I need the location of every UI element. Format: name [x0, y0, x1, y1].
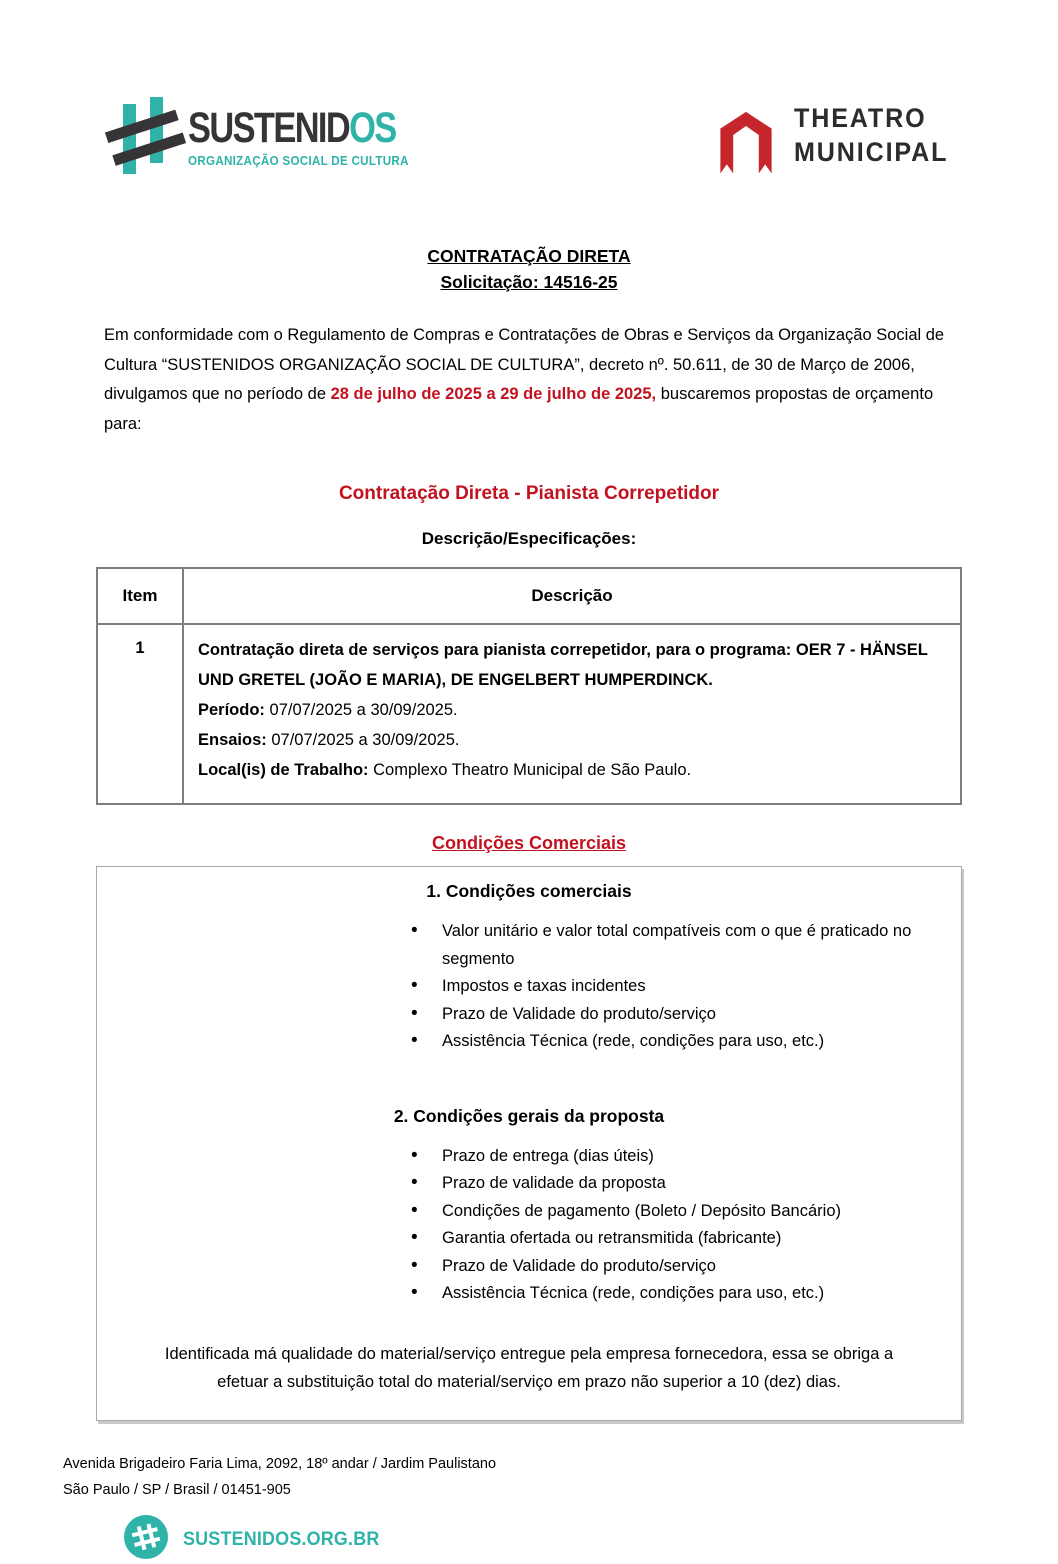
footer-logo — [124, 1515, 1058, 1564]
sustenidos-circle-hashtag-icon — [124, 1515, 168, 1564]
conditions-group2-list — [409, 1143, 957, 1308]
footer-address-line2: São Paulo / SP / Brasil / 01451-905 — [63, 1481, 291, 1498]
sustenidos-logo-text — [188, 104, 448, 168]
intro-text-before: Em conformidade com o Regulamento de Compras e Contratações de Obras e Serviços da Organização Social de Cultura “SUSTENIDOS ORGANIZAÇÃO SOCIAL DE CULTURA”, decreto nº. 50.611, de 30 de Março de 2006, divulgamos que no período de — [104, 326, 945, 403]
list-item: • Condições de pagamento (Boleto / Depósito Bancário) — [409, 1198, 957, 1226]
footer-address — [63, 1451, 1058, 1503]
commercial-conditions-heading: Condições Comerciais — [431, 833, 627, 853]
theatro-municipal-logo — [714, 102, 960, 187]
intro-paragraph — [104, 321, 962, 439]
field-value: 07/07/2025 a 30/09/2025. — [269, 701, 458, 719]
conditions-group2-title: 2. Condições gerais da proposta — [393, 1105, 665, 1126]
col-header-item: Item — [97, 568, 183, 624]
spec-table — [96, 567, 962, 805]
list-item: • Assistência Técnica (rede, condições para uso, etc.) — [409, 1280, 957, 1308]
theatro-line1: THEATRO — [794, 103, 927, 133]
item-field-periodo — [198, 695, 944, 725]
list-item: • Assistência Técnica (rede, condições para uso, etc.) — [409, 1028, 957, 1056]
sustenidos-hashtag-icon — [110, 90, 182, 185]
title-line2: Solicitação: 14516-25 — [440, 272, 618, 292]
conditions-group1-list — [409, 918, 957, 1056]
list-item: • Impostos e taxas incidentes — [409, 973, 957, 1001]
title-line1: CONTRATAÇÃO DIRETA — [427, 246, 631, 266]
document-title — [0, 243, 1058, 295]
footer-address-line1: Avenida Brigadeiro Faria Lima, 2092, 18º andar / Jardim Paulistano — [63, 1455, 497, 1472]
footer-website: SUSTENIDOS.ORG.BR — [183, 1527, 380, 1550]
sustenidos-tagline: ORGANIZAÇÃO SOCIAL DE CULTURA — [188, 154, 409, 168]
item-description-main: Contratação direta de serviços para pianista correpetidor, para o programa: OER 7 - HÄNSEL UND GRETEL (JOÃO E MARIA), DE ENGELBERT HUMPERDINCK. — [198, 641, 928, 689]
item-field-local — [198, 755, 944, 785]
sustenidos-wordmark: SUSTENIDOS — [188, 104, 396, 152]
commercial-conditions-box — [96, 866, 962, 1421]
spec-table-header-row — [97, 568, 961, 624]
field-label: Ensaios: — [198, 731, 267, 749]
spec-heading: Descrição/Especificações: — [421, 529, 637, 548]
list-item: • Prazo de entrega (dias úteis) — [409, 1143, 957, 1171]
quality-replacement-note: Identificada má qualidade do material/serviço entregue pela empresa fornecedora, essa se obriga a efetuar a substituição total do material/serviço em prazo não superior a 10 (dez) dias. — [164, 1344, 894, 1391]
field-label: Local(is) de Trabalho: — [198, 761, 369, 779]
field-label: Período: — [198, 701, 265, 719]
list-item: • Prazo de validade da proposta — [409, 1170, 957, 1198]
intro-text-after: buscaremos propostas de orçamento para: — [104, 385, 934, 433]
spec-table-row — [97, 624, 961, 804]
theatro-arch-icon — [714, 102, 778, 187]
theatro-line2: MUNICIPAL — [794, 136, 949, 167]
list-item: • Valor unitário e valor total compatíveis com o que é praticado no segmento — [409, 918, 957, 973]
item-number-cell: 1 — [97, 624, 183, 804]
col-header-desc: Descrição — [183, 568, 961, 624]
sustenidos-logo — [110, 90, 448, 185]
list-item: • Prazo de Validade do produto/serviço — [409, 1001, 957, 1029]
conditions-group1-title: 1. Condições comerciais — [426, 881, 632, 901]
item-field-ensaios — [198, 725, 944, 755]
field-value: 07/07/2025 a 30/09/2025. — [271, 731, 460, 749]
field-value: Complexo Theatro Municipal de São Paulo. — [373, 761, 692, 779]
list-item: • Prazo de Validade do produto/serviço — [409, 1253, 957, 1281]
intro-date-highlight: 28 de julho de 2025 a 29 de julho de 2025, — [330, 385, 657, 403]
theatro-wordmark — [794, 102, 948, 170]
section-title: Contratação Direta - Pianista Correpetidor — [338, 483, 720, 504]
item-description-cell — [183, 624, 961, 804]
list-item: • Garantia ofertada ou retransmitida (fabricante) — [409, 1225, 957, 1253]
header — [0, 0, 1058, 187]
